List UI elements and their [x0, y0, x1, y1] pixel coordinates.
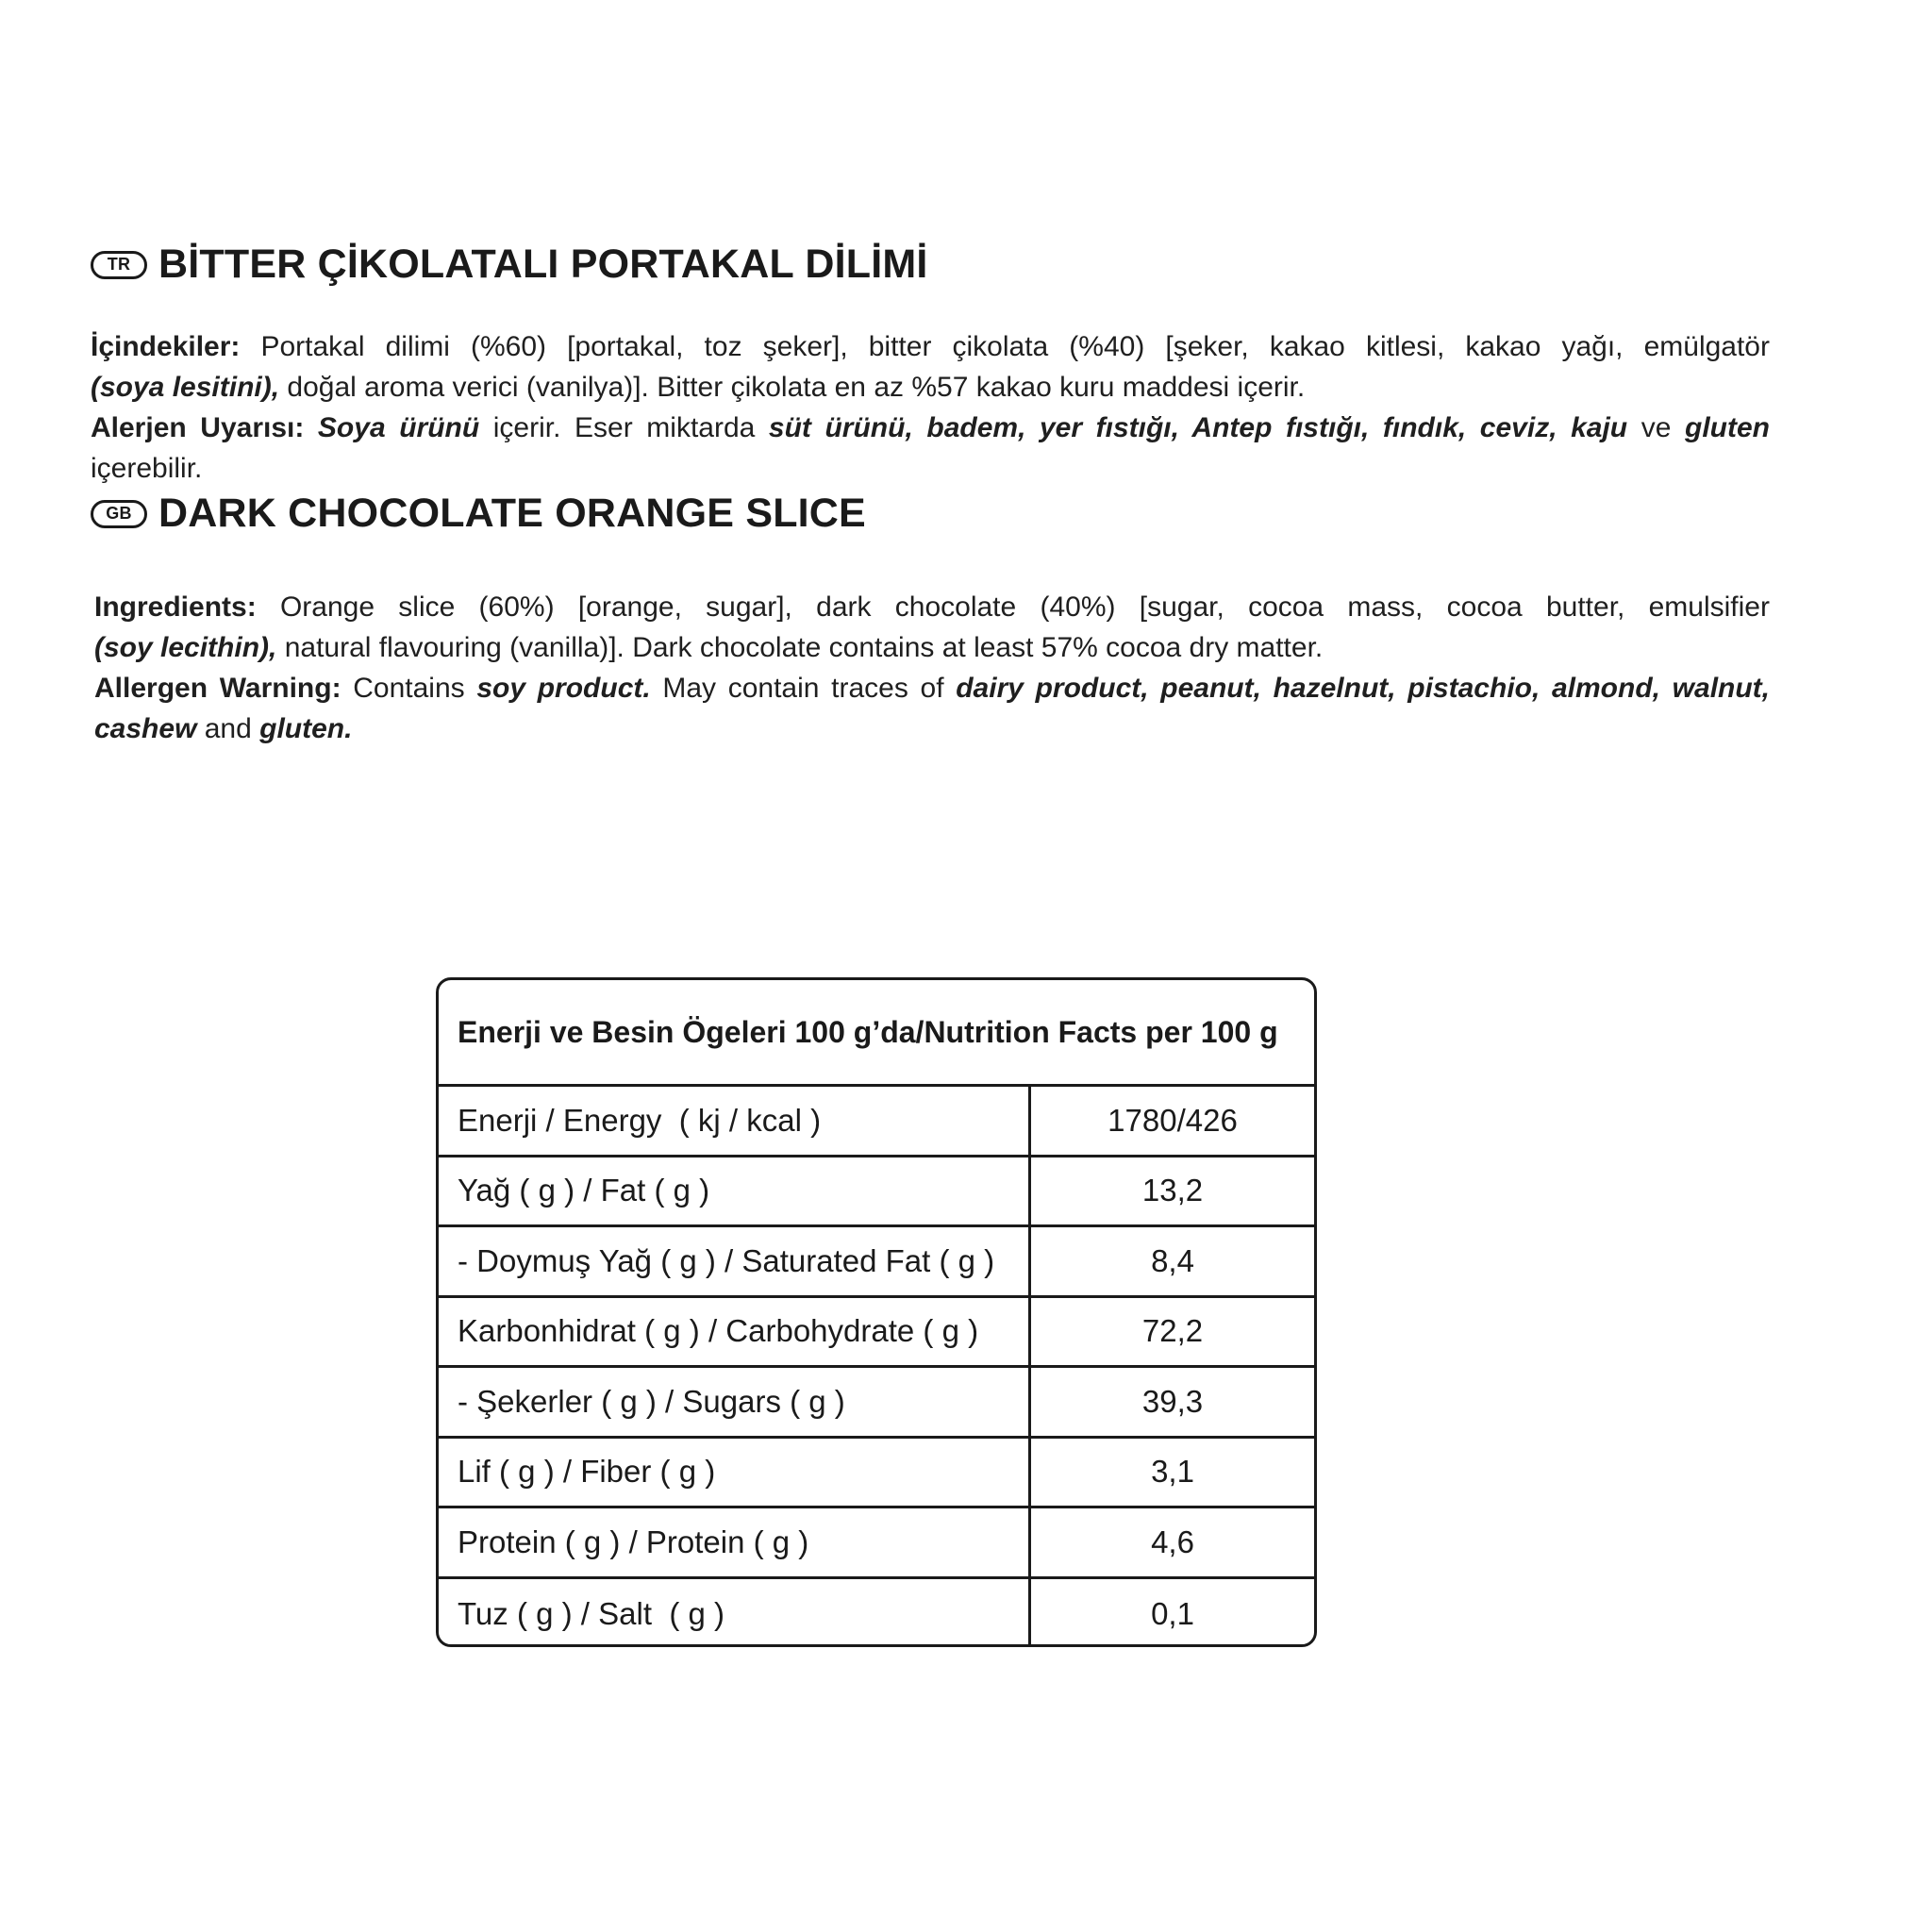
gb-allergen-traces: dairy product, peanut, hazelnut, pistachio, almond, walnut, [956, 673, 1771, 704]
tr-ingredients-text1: Portakal dilimi (%60) [portakal, toz şeker], bitter çikolata (%40) [şeker, kakao kitlesi, kakao yağı, emülgatör [240, 331, 1770, 362]
gb-ingredients-text1: Orange slice (60%) [orange, sugar], dark chocolate (40%) [sugar, cocoa mass, cocoa butter, emulsifier [256, 591, 1770, 623]
table-row [439, 1439, 1314, 1509]
nutrient-label: Protein ( g ) / Protein ( g ) [439, 1508, 1031, 1576]
gb-badge: GB [91, 500, 147, 528]
gb-section [91, 491, 1770, 537]
gb-allergen-mid: May contain traces of [650, 673, 957, 704]
nutrient-value: 3,1 [1151, 1454, 1194, 1490]
table-row [439, 1298, 1314, 1369]
gb-allergen-contains: soy product. [476, 673, 651, 704]
gb-title: DARK CHOCOLATE ORANGE SLICE [158, 491, 866, 536]
gb-ingredients-line1 [94, 587, 1770, 627]
nutrient-value: 0,1 [1151, 1595, 1194, 1631]
nutrient-label: - Doymuş Yağ ( g ) / Saturated Fat ( g ) [439, 1227, 1031, 1295]
tr-badge: TR [91, 251, 147, 279]
table-row [439, 1579, 1314, 1648]
nutrient-label: Tuz ( g ) / Salt ( g ) [439, 1579, 1031, 1648]
gb-ingredients-text2: natural flavouring (vanilla)]. Dark chocolate contains at least 57% cocoa dry matter. [276, 632, 1324, 663]
tr-ingredients-text2: doğal aroma verici (vanilya)]. Bitter çikolata en az %57 kakao kuru maddesi içerir. [279, 372, 1306, 403]
nutrition-table [436, 977, 1317, 1647]
tr-ingredients-label: İçindekiler: [91, 331, 241, 362]
nutrient-label: Lif ( g ) / Fiber ( g ) [439, 1439, 1031, 1507]
gb-heading [91, 491, 1770, 537]
gb-allergen-gluten: gluten. [259, 713, 353, 744]
tr-allergen-contains: Soya ürünü [304, 412, 480, 443]
nutrient-label: Yağ ( g ) / Fat ( g ) [439, 1158, 1031, 1225]
gb-ingredients-label: Ingredients: [94, 591, 257, 623]
tr-ingredients-line2 [91, 367, 1770, 408]
gb-allergen-label: Allergen Warning: [94, 673, 341, 704]
tr-allergen-and: ve [1627, 412, 1685, 443]
table-row [439, 1508, 1314, 1579]
tr-allergen-gluten: gluten [1685, 412, 1770, 443]
tr-allergen-line [91, 408, 1770, 489]
table-row [439, 1087, 1314, 1158]
nutrient-label: Karbonhidrat ( g ) / Carbohydrate ( g ) [439, 1298, 1031, 1366]
tr-section [91, 242, 1770, 288]
table-row [439, 1227, 1314, 1298]
tr-ingredients [91, 326, 1770, 489]
nutrition-title: Enerji ve Besin Ögeleri 100 g’da/Nutrition Facts per 100 g [439, 980, 1314, 1087]
nutrient-value: 13,2 [1141, 1173, 1204, 1208]
tr-allergen-traces: süt ürünü, badem, yer fıstığı, Antep fıstığı, fındık, ceviz, kaju [768, 412, 1628, 443]
tr-allergen-end: içerebilir. [91, 453, 203, 484]
nutrient-label: - Şekerler ( g ) / Sugars ( g ) [439, 1368, 1031, 1436]
gb-ingredients [94, 587, 1770, 749]
tr-heading [91, 242, 1770, 288]
gb-ingredients-allergen-bold: (soy lecithin), [94, 632, 277, 663]
gb-allergen-and: and [196, 713, 260, 744]
tr-title: BİTTER ÇİKOLATALI PORTAKAL DİLİMİ [158, 242, 928, 287]
table-row [439, 1158, 1314, 1228]
nutrient-value: 4,6 [1151, 1524, 1194, 1559]
tr-allergen-mid: içerir. Eser miktarda [479, 412, 769, 443]
nutrient-value: 1780/426 [1108, 1102, 1238, 1138]
tr-allergen-label: Alerjen Uyarısı: [91, 412, 305, 443]
table-row [439, 1368, 1314, 1439]
nutrient-label: Enerji / Energy ( kj / kcal ) [439, 1087, 1031, 1155]
nutrition-rows [439, 1087, 1314, 1647]
nutrient-value: 8,4 [1151, 1242, 1194, 1278]
gb-allergen-cashew: cashew [94, 713, 197, 744]
tr-ingredients-line1 [91, 326, 1770, 367]
nutrient-value: 72,2 [1141, 1313, 1204, 1349]
gb-allergen-line2 [94, 708, 1770, 749]
nutrient-value: 39,3 [1141, 1383, 1204, 1419]
gb-allergen-contains-text: Contains [341, 673, 477, 704]
gb-ingredients-line2 [94, 627, 1770, 668]
gb-allergen-line1 [94, 668, 1770, 708]
tr-ingredients-allergen-bold: (soya lesitini), [91, 372, 280, 403]
